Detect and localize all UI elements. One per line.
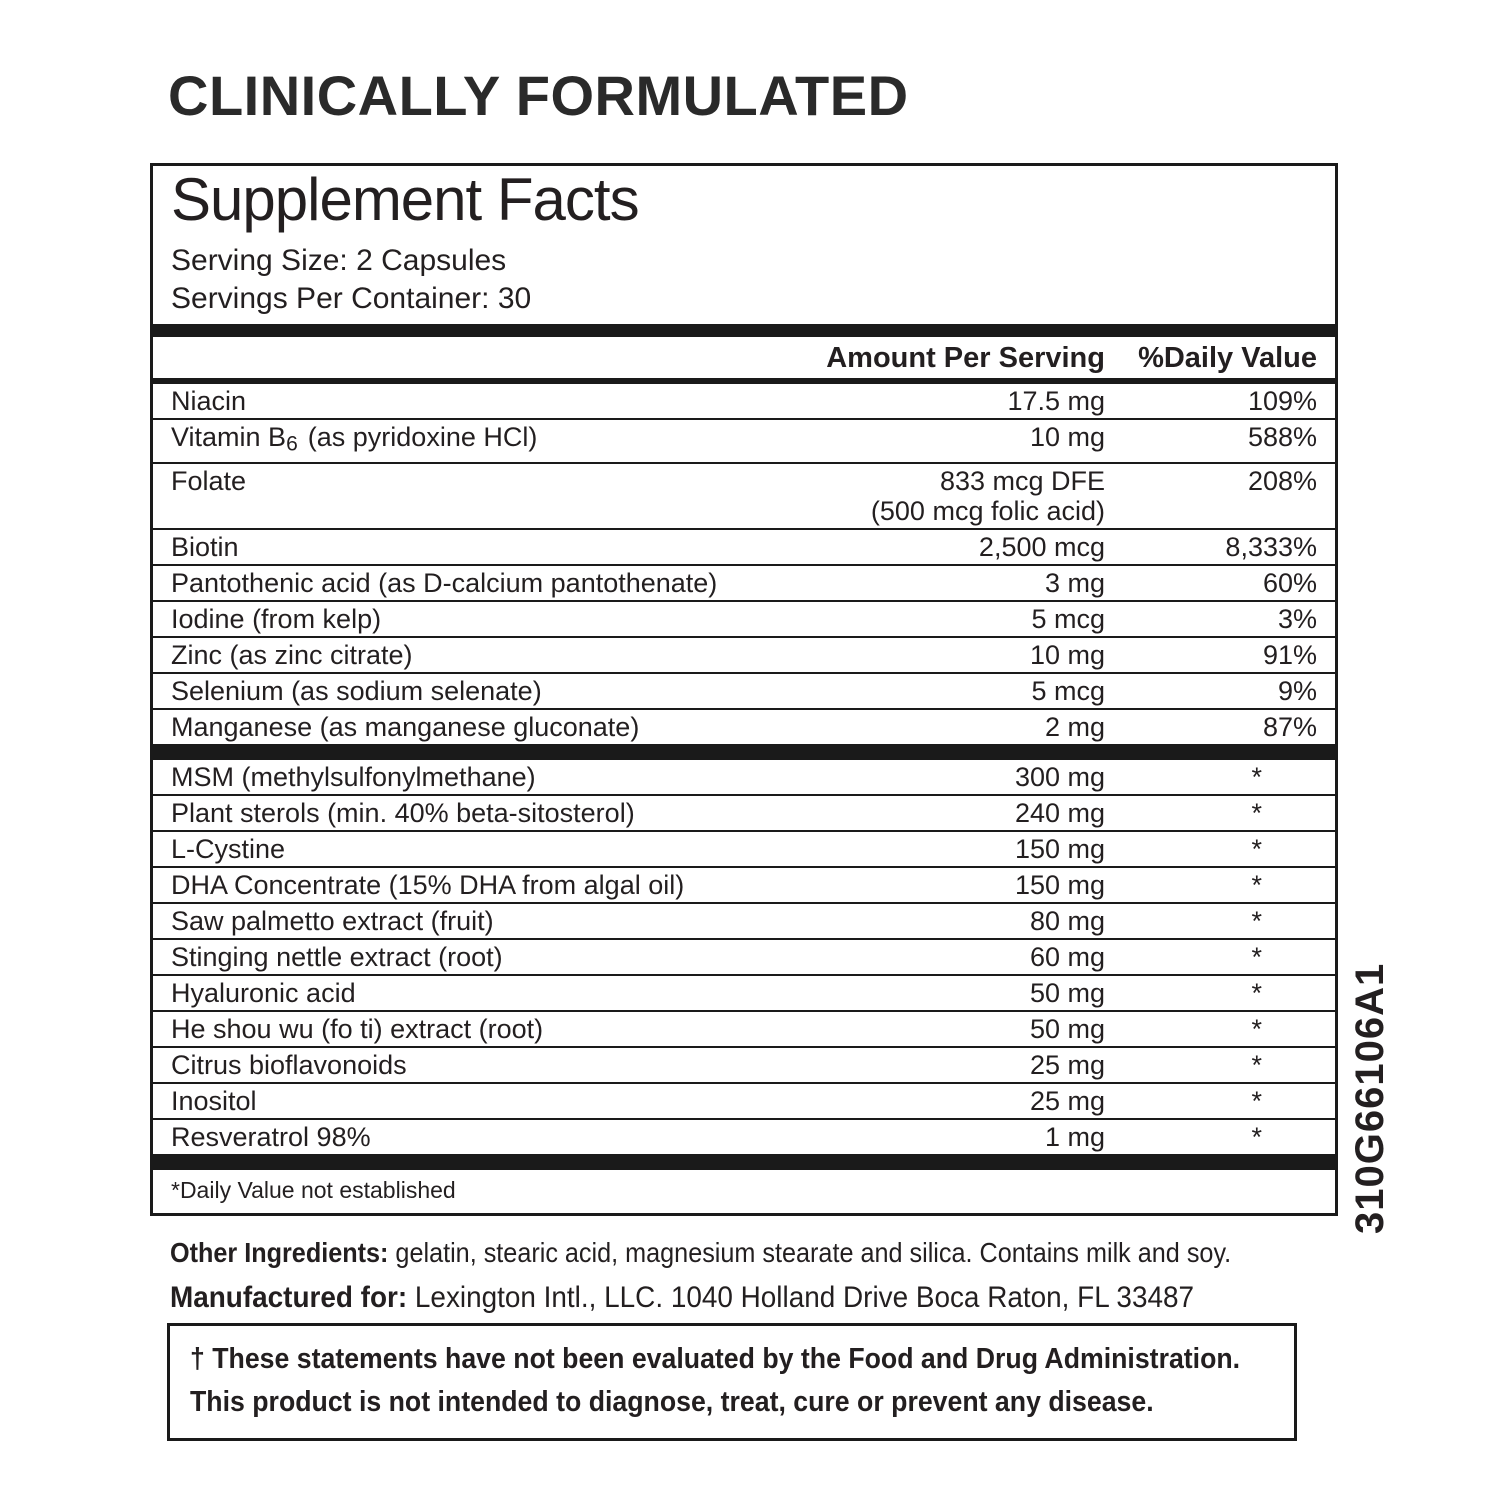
ingredient-daily-value: * — [1251, 905, 1262, 936]
table-header-row — [153, 337, 1335, 378]
supplement-facts-panel — [150, 163, 1338, 1216]
ingredient-daily-value: * — [1251, 941, 1262, 972]
ingredient-name: Zinc (as zinc citrate) — [171, 639, 413, 670]
ingredient-amount: 2 mg — [1044, 711, 1105, 742]
ingredient-name: Manganese (as manganese gluconate) — [171, 711, 640, 742]
ingredient-amount-secondary: (500 mcg folic acid) — [870, 495, 1105, 526]
ingredient-amount: 240 mg — [1014, 797, 1105, 828]
ingredient-amount: 25 mg — [1029, 1085, 1105, 1116]
table-row — [153, 938, 1335, 974]
other-ingredients-label: Other Ingredients: — [170, 1237, 389, 1268]
ingredient-daily-value: 3% — [1277, 603, 1317, 634]
clinically-formulated-headline: CLINICALLY FORMULATED — [168, 64, 909, 127]
table-row — [153, 1010, 1335, 1046]
ingredient-name-subscript: 6 — [286, 432, 298, 456]
manufactured-for-line — [170, 1280, 1194, 1316]
table-row — [153, 794, 1335, 830]
ingredient-amount: 17.5 mg — [1007, 386, 1105, 416]
ingredient-name: Resveratrol 98% — [171, 1121, 371, 1152]
ingredient-daily-value: 109% — [1247, 386, 1317, 416]
top-divider-bar — [153, 324, 1335, 337]
ingredient-name: L-Cystine — [171, 833, 286, 864]
ingredient-amount: 80 mg — [1029, 905, 1105, 936]
ingredient-amount: 150 mg — [1014, 869, 1105, 900]
ingredient-amount: 10 mg — [1029, 422, 1105, 452]
section-divider-bar — [153, 744, 1335, 760]
ingredient-name: Iodine (from kelp) — [171, 603, 382, 634]
table-row — [153, 974, 1335, 1010]
other-ingredients-line — [170, 1236, 1231, 1270]
ingredient-daily-value: * — [1251, 797, 1262, 828]
manufactured-for-text: Lexington Intl., LLC. 1040 Holland Drive Boca Raton, FL 33487 — [414, 1281, 1195, 1314]
ingredient-name: Selenium (as sodium selenate) — [171, 675, 542, 706]
other-actives-section — [153, 760, 1335, 1154]
ingredient-name: DHA Concentrate (15% DHA from algal oil) — [171, 869, 685, 900]
serving-size: Serving Size: 2 Capsules — [171, 244, 507, 277]
ingredient-amount: 5 mcg — [1031, 603, 1105, 634]
ingredient-daily-value: 208% — [1247, 465, 1317, 496]
ingredient-daily-value: * — [1251, 761, 1262, 792]
ingredient-daily-value: * — [1251, 869, 1262, 900]
bottom-divider-bar — [153, 1154, 1335, 1170]
table-row — [153, 564, 1335, 600]
table-row — [153, 708, 1335, 744]
ingredient-daily-value: 9% — [1277, 675, 1317, 706]
ingredient-name: Inositol — [171, 1085, 257, 1116]
table-row — [153, 528, 1335, 564]
ingredient-name: Folate — [171, 465, 247, 496]
ingredient-name: Pantothenic acid (as D-calcium pantothenate) — [171, 567, 718, 598]
ingredient-amount: 50 mg — [1029, 1013, 1105, 1044]
table-row — [153, 866, 1335, 902]
ingredient-name: He shou wu (fo ti) extract (root) — [171, 1013, 544, 1044]
ingredient-name: Biotin — [171, 531, 239, 562]
table-row — [153, 760, 1335, 794]
other-ingredients-text: gelatin, stearic acid, magnesium stearate and silica. Contains milk and soy. — [395, 1237, 1232, 1268]
ingredient-daily-value: * — [1251, 1049, 1262, 1080]
manufactured-for-label: Manufactured for: — [170, 1281, 408, 1314]
ingredient-name-suffix: (as pyridoxine HCl) — [307, 422, 538, 452]
ingredient-amount: 5 mcg — [1031, 675, 1105, 706]
ingredient-daily-value: 8,333% — [1225, 531, 1317, 562]
ingredient-daily-value: 60% — [1262, 567, 1317, 598]
vitamins-minerals-section — [153, 384, 1335, 744]
table-row — [153, 1082, 1335, 1118]
ingredient-amount: 150 mg — [1014, 833, 1105, 864]
ingredient-daily-value: 87% — [1262, 711, 1317, 742]
ingredient-amount: 833 mcg DFE (500 mcg folic acid) — [246, 466, 1105, 526]
table-row — [153, 636, 1335, 672]
ingredient-amount: 3 mg — [1044, 567, 1105, 598]
table-row — [153, 462, 1335, 528]
ingredient-daily-value: * — [1251, 1085, 1262, 1116]
amount-per-serving-header: Amount Per Serving — [826, 342, 1105, 374]
ingredient-amount: 2,500 mcg — [978, 531, 1105, 562]
disclaimer-line-2: This product is not intended to diagnose, treat, cure or prevent any disease. — [190, 1386, 1154, 1418]
table-row — [153, 418, 1335, 462]
daily-value-header: %Daily Value — [1138, 342, 1317, 374]
ingredient-daily-value: * — [1251, 977, 1262, 1008]
ingredient-daily-value: * — [1251, 1013, 1262, 1044]
table-row — [153, 1118, 1335, 1154]
lot-code: 310G66106A1 — [1348, 962, 1392, 1234]
servings-per-container: Servings Per Container: 30 — [171, 282, 532, 315]
ingredient-name: Vitamin $B_6$ (as pyridoxine HCl) — [171, 422, 538, 456]
supplement-facts-title: Supplement Facts — [171, 166, 639, 233]
ingredient-name: Niacin — [171, 386, 247, 416]
table-row — [153, 600, 1335, 636]
table-row — [153, 1046, 1335, 1082]
ingredient-name: Citrus bioflavonoids — [171, 1049, 407, 1080]
ingredient-amount: 25 mg — [1029, 1049, 1105, 1080]
table-row — [153, 384, 1335, 418]
ingredient-daily-value: * — [1251, 833, 1262, 864]
ingredient-amount: 50 mg — [1029, 977, 1105, 1008]
ingredient-daily-value: 91% — [1262, 639, 1317, 670]
table-row — [153, 672, 1335, 708]
ingredient-name: Stinging nettle extract (root) — [171, 941, 503, 972]
ingredient-amount: 300 mg — [1014, 761, 1105, 792]
ingredient-daily-value: 588% — [1247, 422, 1317, 452]
ingredient-amount: 60 mg — [1029, 941, 1105, 972]
ingredient-name: Saw palmetto extract (fruit) — [171, 905, 494, 936]
ingredient-daily-value: * — [1251, 1121, 1262, 1152]
ingredient-name: Plant sterols (min. 40% beta-sitosterol) — [171, 797, 635, 828]
ingredient-name: MSM (methylsulfonylmethane) — [171, 761, 536, 792]
daily-value-footnote: *Daily Value not established — [171, 1176, 456, 1203]
ingredient-amount: 10 mg — [1029, 639, 1105, 670]
ingredient-name: Hyaluronic acid — [171, 977, 356, 1008]
table-row — [153, 902, 1335, 938]
fda-disclaimer-box — [167, 1323, 1297, 1441]
table-row — [153, 830, 1335, 866]
ingredient-amount: 1 mg — [1044, 1121, 1105, 1152]
disclaimer-line-1: † These statements have not been evaluated by the Food and Drug Administration. — [190, 1343, 1241, 1375]
